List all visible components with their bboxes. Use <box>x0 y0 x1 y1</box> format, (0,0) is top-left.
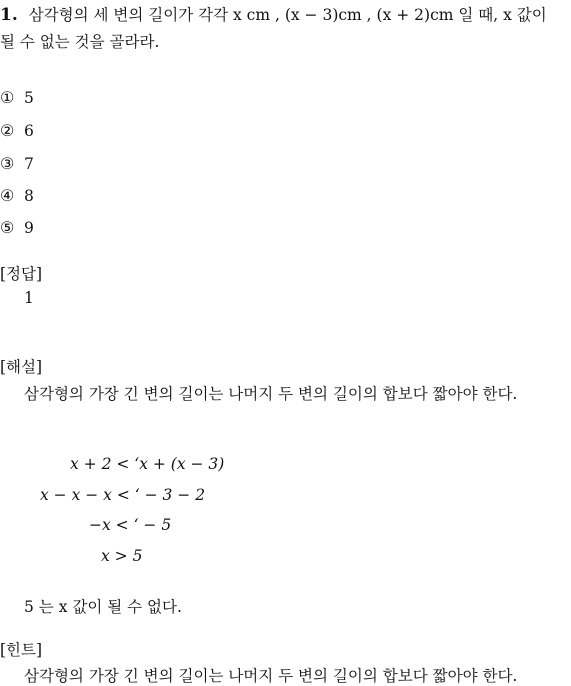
explanation-text: 삼각형의 가장 긴 변의 길이는 나머지 두 변의 길이의 합보다 짧아야 한다. <box>24 385 518 403</box>
choice-mark: ① <box>0 88 15 107</box>
choice-mark: ③ <box>0 154 15 173</box>
choice-mark: ⑤ <box>0 218 15 237</box>
choice-5[interactable] <box>0 218 34 237</box>
choice-value: 5 <box>24 88 34 107</box>
hint-text: 삼각형의 가장 긴 변의 길이는 나머지 두 변의 길이의 합보다 짧아야 한다. <box>24 667 518 685</box>
answer-label: [정답] <box>0 265 43 283</box>
explanation-label: [해설] <box>0 358 43 376</box>
choice-1[interactable] <box>0 88 34 107</box>
choice-value: 9 <box>24 218 34 237</box>
choice-2[interactable] <box>0 121 34 140</box>
choice-value: 7 <box>24 154 34 173</box>
choice-3[interactable] <box>0 154 34 173</box>
answer-value: 1 <box>24 289 34 307</box>
choice-value: 8 <box>24 186 34 205</box>
equation-2: x − x − x < ‘ − 3 − 2 <box>40 486 206 504</box>
choice-4[interactable] <box>0 186 34 205</box>
question-number: 1. <box>0 5 18 25</box>
question <box>0 3 547 25</box>
explanation-conclusion: 5 는 x 값이 될 수 없다. <box>24 598 182 616</box>
question-text-line2: 될 수 없는 것을 골라라. <box>0 33 160 51</box>
equation-4: x > 5 <box>101 547 143 565</box>
equation-1: x + 2 < ‘x + (x − 3) <box>70 455 225 473</box>
equation-3: −x < ‘ − 5 <box>89 516 172 534</box>
question-text-line1: 삼각형의 세 변의 길이가 각각 x cm , (x − 3)cm , (x + 2)cm 일 때, x 값이 <box>28 6 547 24</box>
hint-label: [힌트] <box>0 641 43 659</box>
choice-mark: ② <box>0 121 15 140</box>
choice-value: 6 <box>24 121 34 140</box>
choice-mark: ④ <box>0 186 15 205</box>
